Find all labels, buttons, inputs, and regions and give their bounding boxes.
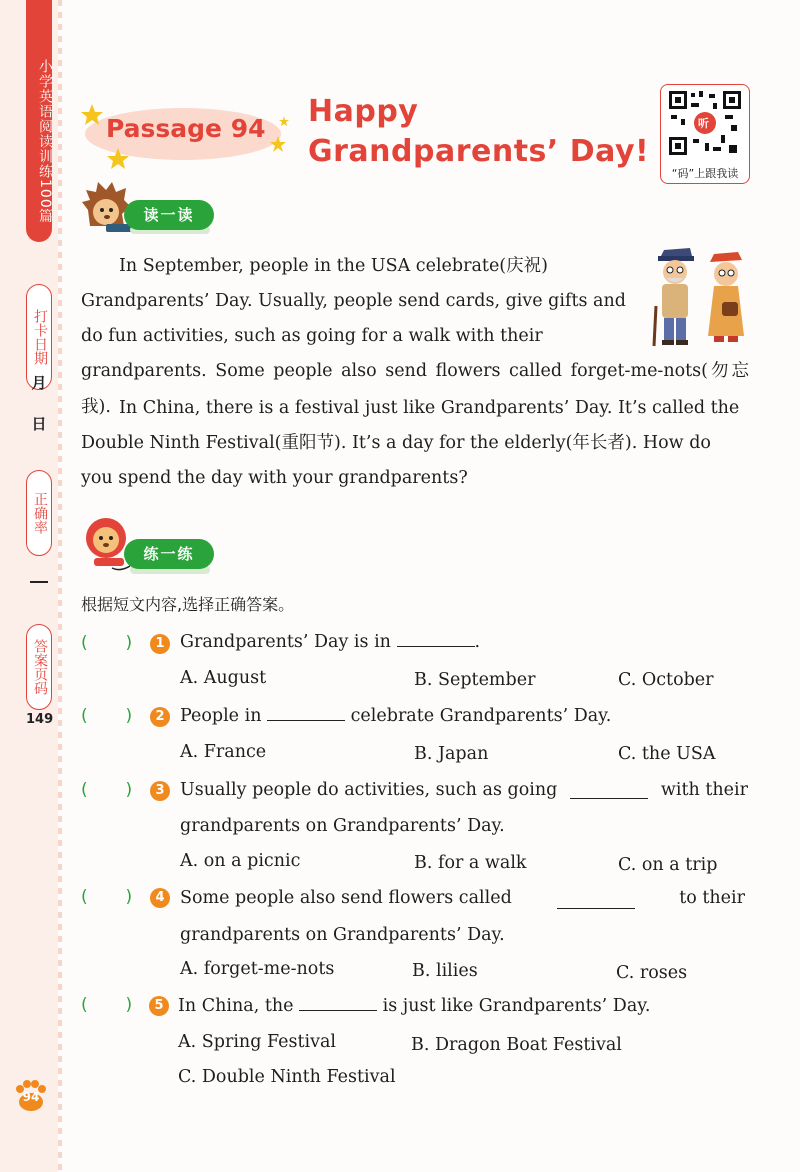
question-2-text bbox=[180, 698, 611, 734]
answer-page-number: 149 bbox=[26, 712, 54, 727]
question-number-1: 1 bbox=[150, 634, 170, 654]
instruction: 根据短文内容,选择正确答案。 bbox=[81, 595, 295, 614]
option-5c[interactable]: C. Double Ninth Festival bbox=[178, 1067, 396, 1087]
option-4b[interactable]: B. lilies bbox=[412, 961, 478, 981]
month-label: 月 bbox=[31, 374, 47, 392]
question-text: In China, the bbox=[178, 996, 294, 1016]
page-title: Happy Grandparents’ Day! bbox=[308, 94, 650, 169]
checkin-date-label: 打卡日期 bbox=[26, 284, 52, 390]
option-2b[interactable]: B. Japan bbox=[414, 744, 489, 764]
qr-caption: “码”上跟我读 bbox=[671, 167, 739, 180]
question-number-5: 5 bbox=[149, 996, 169, 1016]
page-number: 94 bbox=[22, 1090, 40, 1104]
listen-badge: 听 bbox=[698, 117, 709, 130]
option-5a[interactable]: A. Spring Festival bbox=[178, 1032, 337, 1052]
question-number-3: 3 bbox=[150, 781, 170, 801]
answer-paren-1[interactable]: ( ) bbox=[81, 633, 133, 653]
passage-paragraph-2-line-1 bbox=[81, 391, 749, 427]
passage-label: Passage 94 bbox=[106, 114, 266, 143]
practice-section-header: 练一练 bbox=[124, 539, 214, 569]
question-text: . bbox=[474, 632, 481, 652]
question-number-2: 2 bbox=[150, 707, 170, 727]
answer-paren-5[interactable]: ( ) bbox=[81, 995, 133, 1015]
answer-blank bbox=[397, 630, 475, 647]
question-3-line-2: grandparents on Grandparents’ Day. bbox=[180, 816, 505, 836]
option-4a[interactable]: A. forget-me-nots bbox=[180, 959, 335, 979]
answer-blank bbox=[557, 892, 635, 909]
question-number-4: 4 bbox=[150, 888, 170, 908]
question-text: with their bbox=[660, 780, 748, 800]
passage-paragraph-1-line-4: grandparents. Some people also send flowers called forget-me-nots(勿忘我). bbox=[81, 361, 749, 417]
passage-paragraph-1-line-3: do fun activities, such as going for a walk with their bbox=[81, 326, 543, 346]
option-5b[interactable]: B. Dragon Boat Festival bbox=[411, 1035, 622, 1055]
answer-blank bbox=[267, 704, 345, 721]
question-text: Grandparents’ Day is in bbox=[180, 632, 391, 652]
question-text: is just like Grandparents’ Day. bbox=[382, 996, 651, 1016]
question-4-line-2: grandparents on Grandparents’ Day. bbox=[180, 925, 505, 945]
question-3-text bbox=[180, 772, 748, 808]
lion-mascot-icon bbox=[82, 516, 130, 572]
option-1c[interactable]: C. October bbox=[618, 670, 714, 690]
option-4c[interactable]: C. roses bbox=[616, 963, 688, 983]
answer-paren-3[interactable]: ( ) bbox=[81, 780, 133, 800]
option-1a[interactable]: A. August bbox=[180, 668, 267, 688]
question-text: to their bbox=[679, 888, 745, 908]
accuracy-label: 正确率 bbox=[26, 470, 52, 556]
read-section-header: 读一读 bbox=[124, 200, 214, 230]
accuracy-blank bbox=[30, 581, 48, 583]
question-text: Some people also send flowers called bbox=[180, 888, 512, 908]
question-text: Usually people do activities, such as going bbox=[180, 780, 558, 800]
question-1-text bbox=[180, 624, 480, 660]
answer-page-label: 答案页码 bbox=[26, 624, 52, 710]
option-3b[interactable]: B. for a walk bbox=[414, 853, 527, 873]
passage-paragraph-1-line-2: Grandparents’ Day. Usually, people send cards, give gifts and bbox=[81, 291, 626, 311]
qr-code-box[interactable] bbox=[660, 84, 750, 184]
question-text: celebrate Grandparents’ Day. bbox=[350, 706, 612, 726]
option-2c[interactable]: C. the USA bbox=[618, 744, 716, 764]
passage-text: In September, people in the USA celebrate(庆祝) bbox=[119, 256, 548, 276]
question-5-text bbox=[178, 988, 650, 1024]
option-3c[interactable]: C. on a trip bbox=[618, 855, 718, 875]
answer-paren-4[interactable]: ( ) bbox=[81, 887, 133, 907]
option-2a[interactable]: A. France bbox=[180, 742, 267, 762]
option-1b[interactable]: B. September bbox=[414, 670, 536, 690]
grandparents-illustration bbox=[652, 246, 752, 350]
question-4-text bbox=[180, 880, 745, 916]
passage-paragraph-2-line-3: you spend the day with your grandparents? bbox=[81, 468, 468, 488]
day-label: 日 bbox=[31, 415, 47, 433]
passage-text: In China, there is a festival just like Grandparents’ Day. It’s called the bbox=[119, 398, 740, 418]
option-3a[interactable]: A. on a picnic bbox=[180, 851, 301, 871]
answer-blank bbox=[299, 994, 377, 1011]
passage-paragraph-2-line-2: Double Ninth Festival(重阳节). It’s a day for the elderly(年长者). How do bbox=[81, 433, 711, 453]
question-text: People in bbox=[180, 706, 262, 726]
answer-blank bbox=[570, 782, 648, 799]
passage-badge bbox=[78, 96, 293, 174]
answer-paren-2[interactable]: ( ) bbox=[81, 706, 133, 726]
passage-paragraph-1-line-1 bbox=[81, 249, 646, 285]
side-margin-edge bbox=[58, 0, 62, 1172]
series-label: 小学英语阅读训练100篇 bbox=[26, 0, 52, 242]
